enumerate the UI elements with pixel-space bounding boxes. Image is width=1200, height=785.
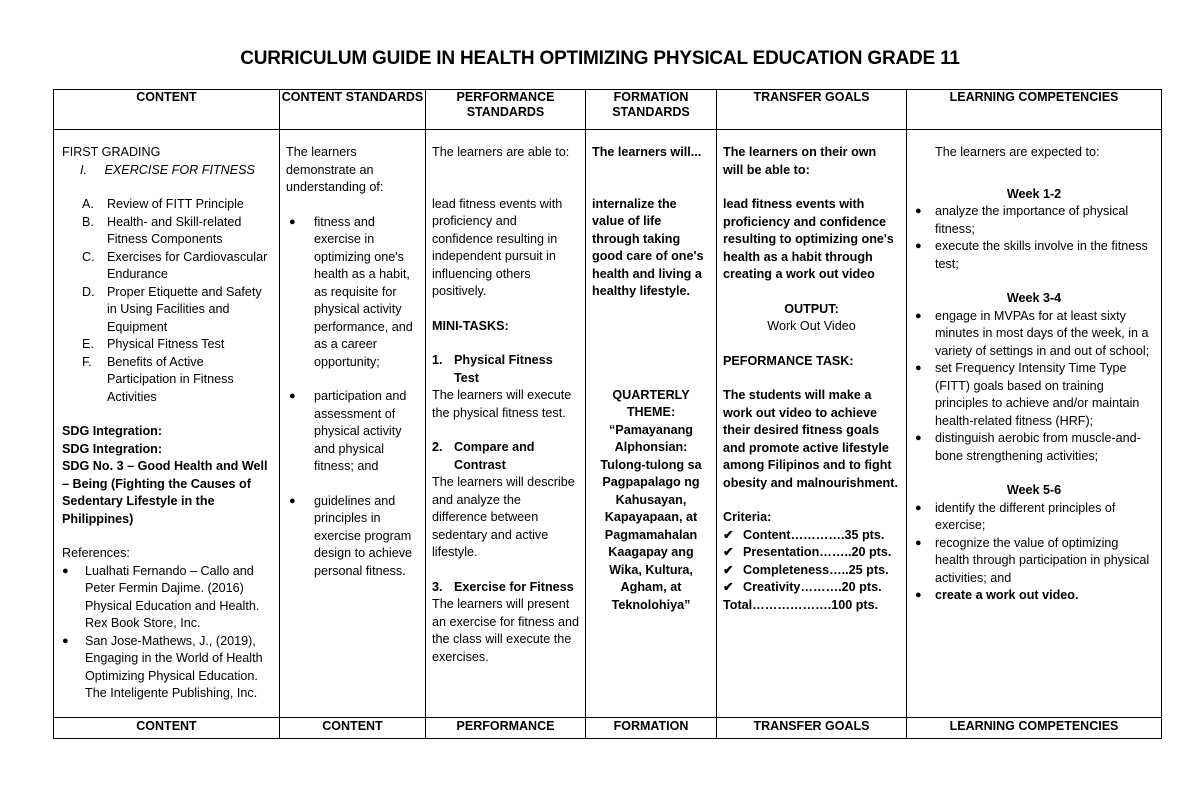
reference-list: [62, 563, 273, 703]
check-icon: ✔: [723, 545, 734, 559]
bullet-icon: ●: [289, 494, 296, 507]
header-performance-standards: PERFORMANCE STANDARDS: [426, 90, 586, 130]
unit-title: EXERCISE FOR FITNESS: [104, 162, 255, 177]
competencies-intro: The learners are expected to:: [935, 145, 1100, 159]
document-title: CURRICULUM GUIDE IN HEALTH OPTIMIZING PHYSICAL EDUCATION GRADE 11: [240, 48, 960, 69]
footer-row: [54, 718, 1162, 739]
list-item: ● Lualhati Fernando – Callo and Peter Fermin Dajime. (2016) Physical Education and Health. Rex Book Store, Inc.: [62, 563, 260, 630]
footer-content: CONTENT: [54, 718, 280, 739]
bullet-icon: ●: [289, 215, 296, 228]
content-standards-cell: [280, 130, 426, 718]
sdg-label: SDG Integration:: [62, 441, 163, 456]
list-item: ✔ Creativity……….20 pts.: [723, 579, 900, 597]
footer-content: CONTENT: [280, 718, 426, 739]
performance-task-label: PEFORMANCE TASK:: [723, 353, 854, 368]
task-title: 2. Compare and Contrast: [432, 440, 535, 472]
formation-standards-cell: [586, 130, 717, 718]
header-row: [54, 90, 1162, 130]
list-item: ● set Frequency Intensity Time Type (FITT) goals based on training principles to achieve and/or maintain health-related fitness (HRF);: [915, 361, 1140, 428]
quarterly-theme-label: QUARTERLY THEME:: [612, 387, 690, 419]
content-standards-intro: The learners demonstrate an understanding of:: [286, 145, 384, 194]
formation-intro: The learners will...: [592, 145, 702, 159]
list-item: ● execute the skills involve in the fitness test;: [915, 239, 1148, 271]
task-description: The learners will describe and analyze the difference between sedentary and active lifestyle.: [432, 475, 575, 559]
criteria-total: Total……………….100 pts.: [723, 597, 879, 612]
list-item: ✔ Completeness…..25 pts.: [723, 562, 900, 580]
week-label: Week 3-4: [1006, 291, 1062, 305]
check-icon: ✔: [723, 562, 734, 577]
output-label: OUTPUT:: [784, 301, 839, 316]
mini-tasks-label: MINI-TASKS:: [432, 318, 509, 333]
content-standards-list: [286, 214, 419, 581]
quarterly-theme: “Pamayanang Alphonsian: Tulong-tulong sa Pagpapalago ng Kahusayan, Kapayapaan, at Pagmamahalan Kaagapay ang Wika, Kultura, Agham, at Teknolohiya”: [600, 422, 702, 612]
list-item: ● identify the different principles of exercise;: [915, 500, 1116, 532]
list-item: ✔ Presentation……..20 pts.: [723, 544, 900, 562]
bullet-icon: ●: [915, 309, 922, 322]
list-item: ● analyze the importance of physical fitness;: [915, 204, 1129, 236]
footer-learning-competencies: LEARNING COMPETENCIES: [907, 718, 1162, 739]
body-row: [54, 130, 1162, 718]
bullet-icon: ●: [915, 589, 922, 601]
footer-performance: PERFORMANCE: [426, 718, 586, 739]
list-item: B. Health- and Skill-related Fitness Components: [82, 214, 242, 246]
list-item: ● San Jose-Mathews, J., (2019), Engaging in the World of Health Optimizing Physical Education. The Inteligente Publishing, Inc.: [62, 633, 263, 700]
header-learning-competencies: LEARNING COMPETENCIES: [907, 90, 1162, 130]
content-cell: [54, 130, 280, 718]
references-label: References:: [62, 546, 130, 560]
list-item: ● recognize the value of optimizing health through participation in physical activities; and: [915, 535, 1150, 585]
bullet-icon: ●: [915, 362, 922, 374]
transfer-intro: The learners on their own will be able to:: [723, 145, 877, 177]
competency-list: [913, 500, 1155, 605]
list-item: F. Benefits of Active Participation in Fitness Activities: [82, 354, 234, 404]
performance-intro: The learners are able to:: [432, 145, 570, 159]
list-item: ● create a work out video.: [913, 587, 1155, 605]
transfer-statement: lead fitness events with proficiency and confidence resulting to optimizing one's health as a habit through creating a work out video: [723, 197, 894, 281]
competency-list: [913, 203, 1155, 273]
bullet-icon: ●: [62, 634, 69, 647]
competency-list: [913, 308, 1155, 466]
criteria-list: [723, 527, 900, 597]
grading-label: FIRST GRADING: [62, 145, 161, 159]
list-item: ● guidelines and principles in exercise program design to achieve personal fitness.: [289, 493, 413, 578]
footer-transfer-goals: TRANSFER GOALS: [717, 718, 907, 739]
unit-roman: I.: [80, 162, 87, 177]
criteria-label: Criteria:: [723, 510, 772, 524]
bullet-icon: ●: [915, 205, 922, 217]
sdg-label: SDG Integration:: [62, 424, 163, 438]
output-value: Work Out Video: [767, 319, 856, 333]
curriculum-table: [53, 89, 1162, 739]
task-title: 3. Exercise for Fitness: [432, 579, 574, 594]
week-label: Week 5-6: [1006, 483, 1062, 497]
week-label: Week 1-2: [1006, 186, 1062, 201]
performance-task: The students will make a work out video to achieve their desired fitness goals and promote active lifestyle among Filipinos and to fight obesity and malnourishment.: [723, 388, 898, 490]
sdg-goal: SDG No. 3 – Good Health and Well – Being (Fighting the Causes of Sedentary Lifestyle in the Philippines): [62, 459, 268, 526]
check-icon: ✔: [723, 527, 734, 542]
task-description: The learners will execute the physical fitness test.: [432, 388, 572, 420]
learning-competencies-cell: [907, 130, 1162, 718]
header-content: CONTENT: [54, 90, 280, 130]
task-description: The learners will present an exercise for fitness and the class will execute the exercises.: [432, 597, 580, 664]
performance-standards-cell: [426, 130, 586, 718]
bullet-icon: ●: [915, 240, 922, 252]
list-item: D. Proper Etiquette and Safety in Using Facilities and Equipment: [82, 284, 262, 334]
header-transfer-goals: TRANSFER GOALS: [717, 90, 907, 130]
bullet-icon: ●: [915, 536, 922, 549]
list-item: A. Review of FITT Principle: [82, 197, 244, 211]
header-formation-standards: FORMATION STANDARDS: [586, 90, 717, 130]
list-item: ● fitness and exercise in optimizing one's health as a habit, as requisite for physical activity performance, and as a career opportunity;: [289, 214, 413, 369]
bullet-icon: ●: [915, 432, 922, 444]
unit-heading: [62, 162, 273, 180]
list-item: C. Exercises for Cardiovascular Endurance: [82, 249, 268, 281]
task-title: 1. Physical Fitness Test: [432, 353, 553, 385]
list-item: ● engage in MVPAs for at least sixty minutes in most days of the week, in a variety of settings in and out of school;: [915, 308, 1150, 358]
transfer-goals-cell: [717, 130, 907, 718]
bullet-icon: ●: [62, 564, 69, 577]
bullet-icon: ●: [915, 501, 922, 514]
list-item: ● distinguish aerobic from muscle-and-bone strengthening activities;: [915, 431, 1141, 463]
formation-statement: internalize the value of life through taking good care of one's health and living a healthy lifestyle.: [592, 196, 704, 298]
list-item: ✔ Content………….35 pts.: [723, 527, 900, 545]
performance-statement: lead fitness events with proficiency and confidence resulting in independent pursuit in influencing others positively.: [432, 196, 563, 298]
bullet-icon: ●: [289, 390, 296, 402]
footer-formation: FORMATION: [586, 718, 717, 739]
header-content-standards: CONTENT STANDARDS: [280, 90, 426, 130]
list-item: E. Physical Fitness Test: [82, 337, 225, 351]
list-item: ● participation and assessment of physical activity and physical fitness; and: [289, 389, 407, 473]
topic-list: [62, 196, 273, 406]
check-icon: ✔: [723, 580, 734, 594]
